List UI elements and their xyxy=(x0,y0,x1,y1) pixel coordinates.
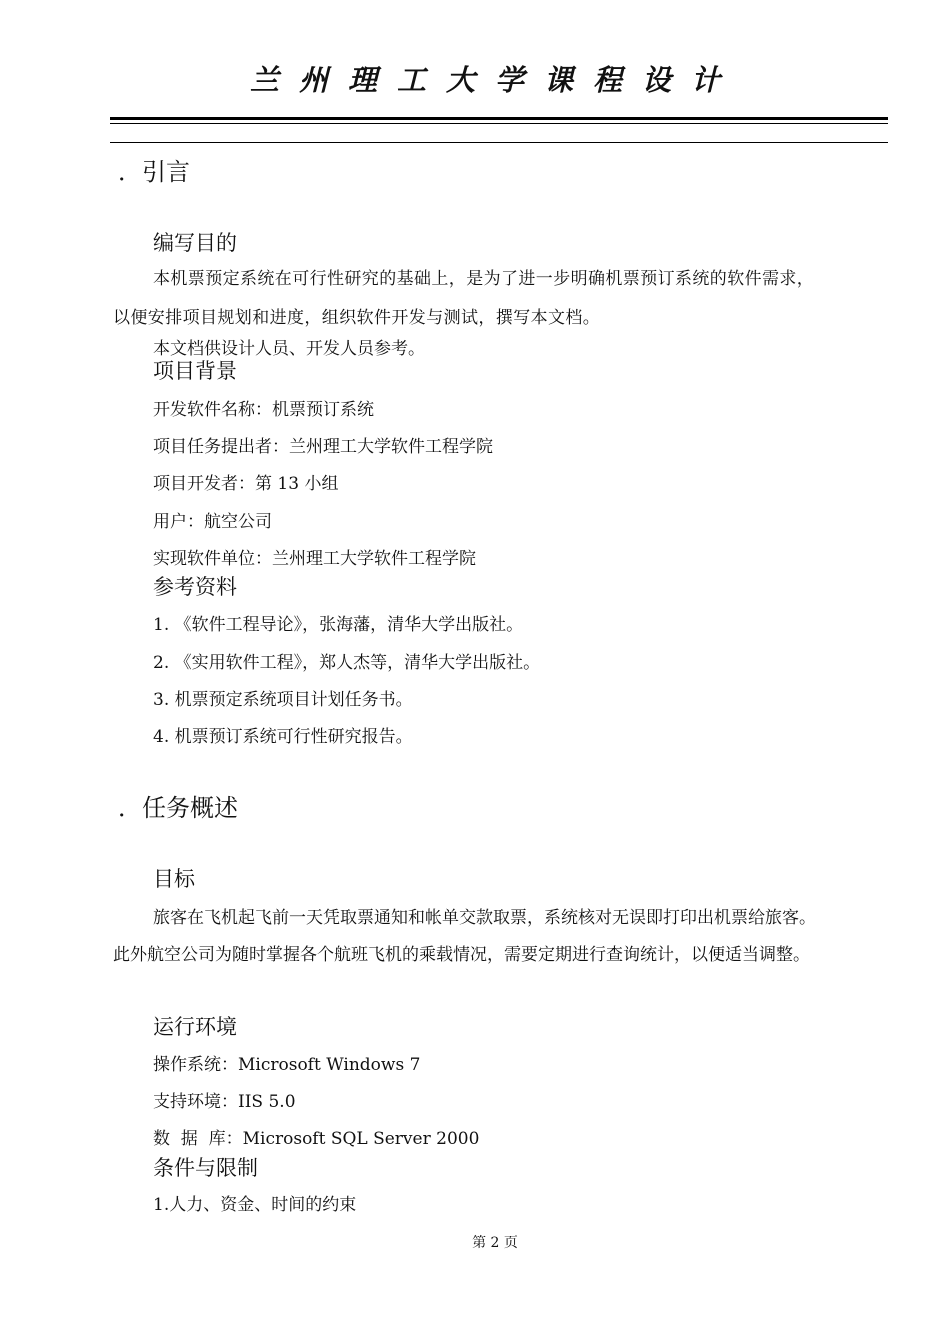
header-title: 兰州理工大学课程设计 xyxy=(249,63,740,97)
constraint-item: 1.人力、资金、时间的约束 xyxy=(153,1195,357,1215)
environment-item: 操作系统：Microsoft Windows 7 xyxy=(153,1055,421,1075)
reference-item: 3. 机票预定系统项目计划任务书。 xyxy=(153,690,413,710)
reference-item: 4. 机票预订系统可行性研究报告。 xyxy=(153,727,413,747)
subheading-goal: 目标 xyxy=(153,867,195,891)
goal-paragraph-line1: 旅客在飞机起飞前一天凭取票通知和帐单交款取票，系统核对无误即打印出机票给旅客。 xyxy=(153,908,816,928)
environment-item: 支持环境：IIS 5.0 xyxy=(153,1092,296,1112)
subheading-constraints: 条件与限制 xyxy=(153,1156,258,1180)
section-heading-intro: ．引言 xyxy=(118,158,190,186)
section-heading-task: ．任务概述 xyxy=(118,794,238,822)
purpose-paragraph-line1: 本机票预定系统在可行性研究的基础上，是为了进一步明确机票预订系统的软件需求， xyxy=(153,269,815,289)
header-rule-bottom xyxy=(110,142,888,143)
goal-paragraph-line2: 此外航空公司为随时掌握各个航班飞机的乘载情况，需要定期进行查询统计，以便适当调整。 xyxy=(113,945,810,965)
background-item: 项目任务提出者：兰州理工大学软件工程学院 xyxy=(153,437,493,457)
background-item: 项目开发者：第 13 小组 xyxy=(153,474,339,494)
subheading-purpose: 编写目的 xyxy=(153,231,237,255)
header-rule-thin xyxy=(110,123,888,124)
subheading-references: 参考资料 xyxy=(153,575,237,599)
background-item: 用户：航空公司 xyxy=(153,512,272,532)
background-item: 开发软件名称：机票预订系统 xyxy=(153,400,374,420)
subheading-environment: 运行环境 xyxy=(153,1015,237,1039)
subheading-background: 项目背景 xyxy=(153,359,237,383)
environment-item: 数 据 库：Microsoft SQL Server 2000 xyxy=(153,1129,480,1149)
purpose-paragraph-line2: 以便安排项目规划和进度，组织软件开发与测试，撰写本文档。 xyxy=(113,308,601,328)
background-item: 实现软件单位：兰州理工大学软件工程学院 xyxy=(153,549,476,569)
page-number: 第 2 页 xyxy=(472,1235,518,1251)
reference-item: 2. 《实用软件工程》，郑人杰等，清华大学出版社。 xyxy=(153,653,541,673)
purpose-paragraph-2: 本文档供设计人员、开发人员参考。 xyxy=(153,339,425,359)
header-rule-thick xyxy=(110,117,888,120)
reference-item: 1. 《软件工程导论》，张海藩，清华大学出版社。 xyxy=(153,615,524,635)
